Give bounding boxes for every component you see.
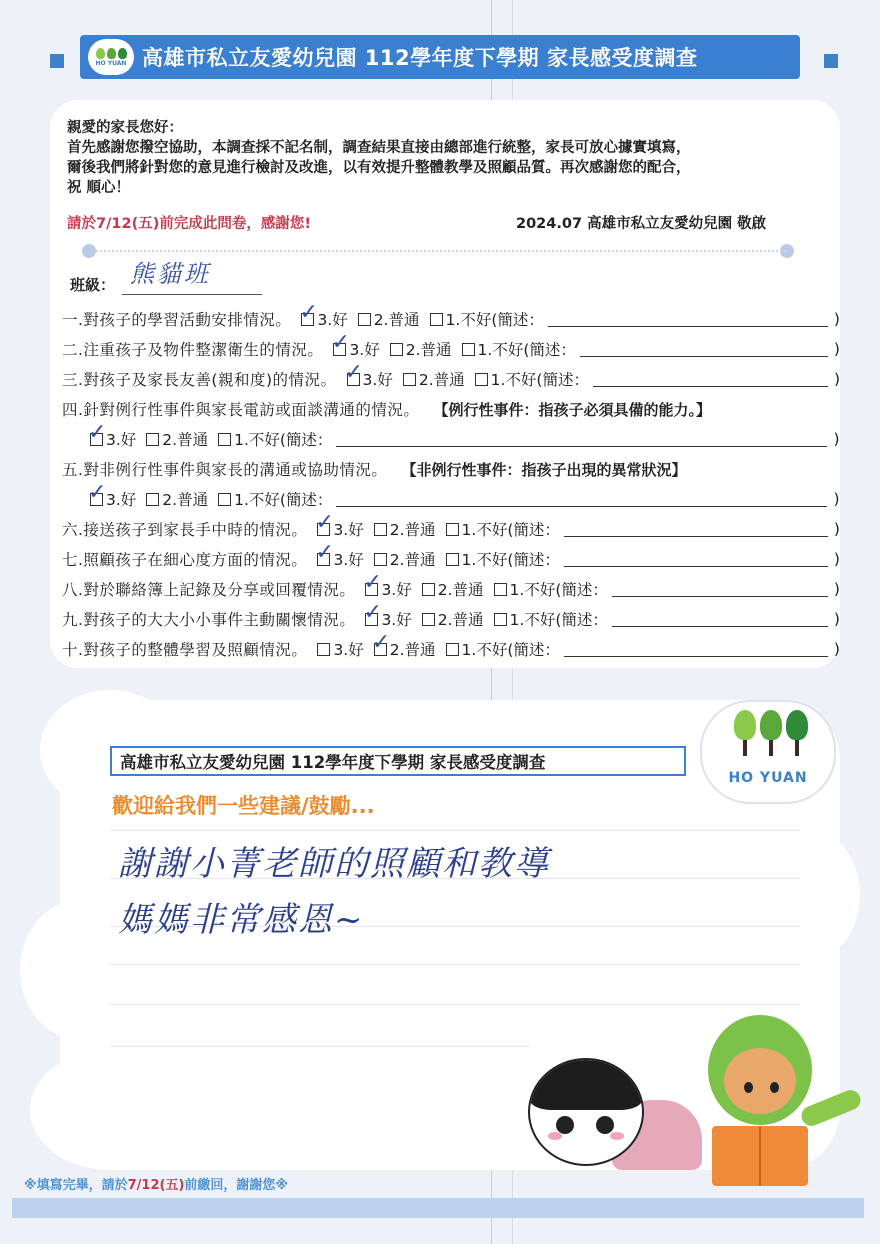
checkbox-good[interactable] xyxy=(331,329,350,356)
deadline-notice: 請於7/12(五)前完成此問卷，感謝您! xyxy=(67,216,311,232)
option-good[interactable] xyxy=(363,599,412,630)
question-text: 六.接送孩子到家長手中時的情況。 xyxy=(62,521,308,539)
check-mark-icon: ✓ xyxy=(371,629,391,655)
option-label: 2.普通 xyxy=(162,431,209,449)
option-good[interactable] xyxy=(88,479,137,510)
divider xyxy=(96,250,786,253)
option-label: 3.好 xyxy=(317,311,348,329)
option-label: 1.不好(簡述： xyxy=(509,581,608,599)
option-normal[interactable] xyxy=(422,608,484,630)
girl-character-icon xyxy=(528,1058,644,1166)
feedback-handwriting[interactable]: 媽媽非常感恩~ xyxy=(118,900,365,940)
school-logo-icon xyxy=(88,39,134,75)
decor-dot xyxy=(82,244,96,258)
survey-question xyxy=(62,629,840,660)
check-mark-icon: ✓ xyxy=(363,599,382,625)
option-bad[interactable] xyxy=(462,338,576,360)
question-note: 【非例行性事件：指孩子出現的異常狀況】 xyxy=(401,460,687,479)
header-banner xyxy=(80,35,800,79)
salutation: 親愛的家長您好： xyxy=(67,120,183,136)
question-text: 二.注重孩子及物件整潔衛生的情況。 xyxy=(62,341,324,359)
check-mark-icon: ✓ xyxy=(299,299,318,325)
cloud-bump xyxy=(760,830,860,960)
option-good[interactable] xyxy=(315,509,364,540)
description-field[interactable] xyxy=(612,612,828,627)
checkbox-bad[interactable] xyxy=(446,553,459,566)
question-text: 五.對非例行性事件與家長的溝通或協助情況。 xyxy=(62,461,388,479)
description-field[interactable] xyxy=(564,552,828,567)
footer-note: ※填寫完畢，請於7/12(五)前繳回，謝謝您※ xyxy=(24,1178,289,1193)
signature: 2024.07 高雄市私立友愛幼兒園 敬啟 xyxy=(516,216,767,232)
option-normal[interactable] xyxy=(422,578,484,600)
checkbox-normal[interactable] xyxy=(358,313,371,326)
option-label: 3.好 xyxy=(333,641,364,659)
check-mark-icon: ✓ xyxy=(363,569,382,595)
logo-text: HO YUAN xyxy=(728,770,808,786)
check-mark-icon: ✓ xyxy=(88,479,107,505)
option-good[interactable] xyxy=(317,638,363,660)
option-label: 3.好 xyxy=(381,581,412,599)
description-field[interactable] xyxy=(593,372,828,387)
footer-bar xyxy=(12,1198,864,1218)
option-normal[interactable] xyxy=(146,428,208,450)
option-label: 2.普通 xyxy=(418,371,465,389)
checkbox-normal[interactable] xyxy=(422,583,435,596)
option-bad[interactable] xyxy=(218,488,332,510)
option-label: 3.好 xyxy=(106,431,137,449)
checkbox-bad[interactable] xyxy=(218,493,231,506)
check-mark-icon: ✓ xyxy=(315,509,334,535)
writing-line xyxy=(110,1046,530,1047)
option-label: 1.不好(簡述： xyxy=(445,311,544,329)
option-label: 2.普通 xyxy=(389,641,436,659)
option-good[interactable] xyxy=(363,569,412,600)
intro-line: 祝 順心！ xyxy=(67,180,131,196)
class-label: 班級： xyxy=(70,276,116,294)
checkbox-good[interactable] xyxy=(363,569,382,596)
option-bad[interactable] xyxy=(475,368,589,390)
option-good[interactable] xyxy=(299,299,348,330)
check-mark-icon: ✓ xyxy=(88,419,107,445)
feedback-box-title: 高雄市私立友愛幼兒園 112學年度下學期 家長感受度調查 xyxy=(110,746,686,776)
checkbox-good[interactable] xyxy=(363,599,382,626)
boy-eye xyxy=(770,1082,779,1093)
checkbox-normal[interactable] xyxy=(390,343,403,356)
intro-line: 爾後我們將針對您的意見進行檢討及改進，以有效提升整體教學及照顧品質。再次感謝您的配合， xyxy=(67,160,691,176)
option-label: 2.普通 xyxy=(437,611,484,629)
check-mark-icon: ✓ xyxy=(344,359,363,385)
checkbox-bad[interactable] xyxy=(446,643,459,656)
close-paren: ) xyxy=(833,580,840,598)
checkbox-bad[interactable] xyxy=(446,523,459,536)
close-paren: ) xyxy=(833,340,840,358)
check-mark-icon: ✓ xyxy=(331,329,350,355)
option-label: 3.好 xyxy=(106,491,137,509)
option-normal[interactable] xyxy=(358,308,420,330)
question-text: 九.對孩子的大大小小事件主動關懷情況。 xyxy=(62,611,356,629)
close-paren: ) xyxy=(833,310,840,328)
checkbox-normal[interactable] xyxy=(422,613,435,626)
close-paren: ) xyxy=(833,430,840,448)
header-square-left xyxy=(50,54,64,68)
option-normal[interactable] xyxy=(374,518,436,540)
writing-line xyxy=(110,964,800,965)
option-label: 2.普通 xyxy=(405,341,452,359)
writing-line xyxy=(110,830,800,831)
option-label: 3.好 xyxy=(333,551,364,569)
checkbox-good[interactable] xyxy=(344,359,363,386)
option-label: 2.普通 xyxy=(162,491,209,509)
option-normal[interactable] xyxy=(390,338,452,360)
question-text: 十.對孩子的整體學習及照顧情況。 xyxy=(62,641,308,659)
option-good[interactable] xyxy=(315,539,364,570)
option-label: 1.不好(簡述： xyxy=(509,611,608,629)
option-label: 1.不好(簡述： xyxy=(461,551,560,569)
page-title: 高雄市私立友愛幼兒園 112學年度下學期 家長感受度調查 xyxy=(142,46,698,70)
checkbox-normal[interactable] xyxy=(146,433,159,446)
checkbox-normal[interactable] xyxy=(374,523,387,536)
option-normal[interactable] xyxy=(371,629,436,660)
description-field[interactable] xyxy=(564,522,828,537)
checkbox-good[interactable] xyxy=(315,509,334,536)
close-paren: ) xyxy=(833,520,840,538)
checkbox-normal[interactable] xyxy=(374,553,387,566)
checkbox-bad[interactable] xyxy=(475,373,488,386)
option-bad[interactable] xyxy=(446,518,560,540)
class-value[interactable]: 熊貓班 xyxy=(130,260,211,288)
option-label: 2.普通 xyxy=(389,521,436,539)
close-paren: ) xyxy=(833,490,840,508)
logo-text: HO YUAN xyxy=(95,59,127,67)
option-label: 3.好 xyxy=(362,371,393,389)
checkbox-good[interactable] xyxy=(299,299,318,326)
class-field-line xyxy=(122,294,262,295)
checkbox-normal[interactable] xyxy=(146,493,159,506)
checkbox-good[interactable] xyxy=(88,479,107,506)
feedback-handwriting[interactable]: 謝謝小菁老師的照顧和教導 xyxy=(118,844,550,884)
option-label: 2.普通 xyxy=(389,551,436,569)
option-label: 3.好 xyxy=(381,611,412,629)
intro-letter xyxy=(67,118,827,198)
question-text: 四.針對例行性事件與家長電訪或面談溝通的情況。 xyxy=(62,401,420,419)
option-bad[interactable] xyxy=(446,638,560,660)
option-label: 3.好 xyxy=(349,341,380,359)
close-paren: ) xyxy=(833,550,840,568)
option-normal[interactable] xyxy=(146,488,208,510)
question-text: 八.對於聯絡簿上記錄及分享或回覆情況。 xyxy=(62,581,356,599)
survey-question xyxy=(62,599,840,630)
checkbox-bad[interactable] xyxy=(494,583,507,596)
survey-question xyxy=(62,329,840,360)
close-paren: ) xyxy=(833,640,840,658)
feedback-prompt: 歡迎給我們一些建議/鼓勵... xyxy=(112,794,375,818)
checkbox-good[interactable] xyxy=(88,419,107,446)
option-bad[interactable] xyxy=(218,428,332,450)
option-label: 1.不好(簡述： xyxy=(461,641,560,659)
survey-question xyxy=(62,509,840,540)
survey-question-options xyxy=(80,479,840,510)
description-field[interactable] xyxy=(336,432,827,447)
option-label: 3.好 xyxy=(333,521,364,539)
option-good[interactable] xyxy=(344,359,393,390)
option-label: 1.不好(簡述： xyxy=(477,341,576,359)
option-bad[interactable] xyxy=(446,548,560,570)
question-text: 七.照顧孩子在細心度方面的情況。 xyxy=(62,551,308,569)
survey-question xyxy=(62,569,840,600)
description-field[interactable] xyxy=(612,582,828,597)
survey-question xyxy=(62,299,840,330)
option-label: 2.普通 xyxy=(373,311,420,329)
writing-line xyxy=(110,1004,800,1005)
close-paren: ) xyxy=(833,610,840,628)
cloud-bump xyxy=(30,1050,190,1170)
checkbox-good[interactable] xyxy=(317,643,330,656)
description-field[interactable] xyxy=(548,312,828,327)
option-label: 1.不好(簡述： xyxy=(234,491,333,509)
question-text: 一.對孩子的學習活動安排情況。 xyxy=(62,311,292,329)
survey-question xyxy=(62,458,686,480)
checkbox-bad[interactable] xyxy=(462,343,475,356)
question-note: 【例行性事件：指孩子必須具備的能力。】 xyxy=(433,400,711,419)
survey-question xyxy=(62,398,711,420)
option-normal[interactable] xyxy=(403,368,465,390)
school-logo-large-icon xyxy=(700,700,836,804)
checkbox-bad[interactable] xyxy=(218,433,231,446)
survey-question-options xyxy=(80,419,840,450)
checkbox-bad[interactable] xyxy=(430,313,443,326)
option-normal[interactable] xyxy=(374,548,436,570)
option-good[interactable] xyxy=(88,419,137,450)
description-field[interactable] xyxy=(580,342,828,357)
description-field[interactable] xyxy=(564,642,828,657)
option-bad[interactable] xyxy=(494,608,608,630)
checkbox-good[interactable] xyxy=(315,539,334,566)
checkbox-normal[interactable] xyxy=(403,373,416,386)
option-label: 1.不好(簡述： xyxy=(234,431,333,449)
close-paren: ) xyxy=(833,370,841,388)
option-good[interactable] xyxy=(331,329,380,360)
book-illustration xyxy=(712,1126,808,1186)
option-bad[interactable] xyxy=(494,578,608,600)
question-text: 三.對孩子及家長友善(親和度)的情況。 xyxy=(62,371,337,389)
boy-face xyxy=(724,1048,796,1114)
survey-question xyxy=(62,359,841,390)
option-label: 2.普通 xyxy=(437,581,484,599)
option-label: 1.不好(簡述： xyxy=(461,521,560,539)
description-field[interactable] xyxy=(336,492,827,507)
option-label: 1.不好(簡述： xyxy=(490,371,589,389)
survey-question xyxy=(62,539,840,570)
checkbox-bad[interactable] xyxy=(494,613,507,626)
option-bad[interactable] xyxy=(430,308,544,330)
check-mark-icon: ✓ xyxy=(315,539,334,565)
checkbox-normal[interactable] xyxy=(371,629,391,656)
header-square-right xyxy=(824,54,838,68)
intro-line: 首先感謝您撥空協助，本調查採不記名制，調查結果直接由總部進行統整，家長可放心據實填寫， xyxy=(67,140,691,156)
boy-eye xyxy=(744,1082,753,1093)
